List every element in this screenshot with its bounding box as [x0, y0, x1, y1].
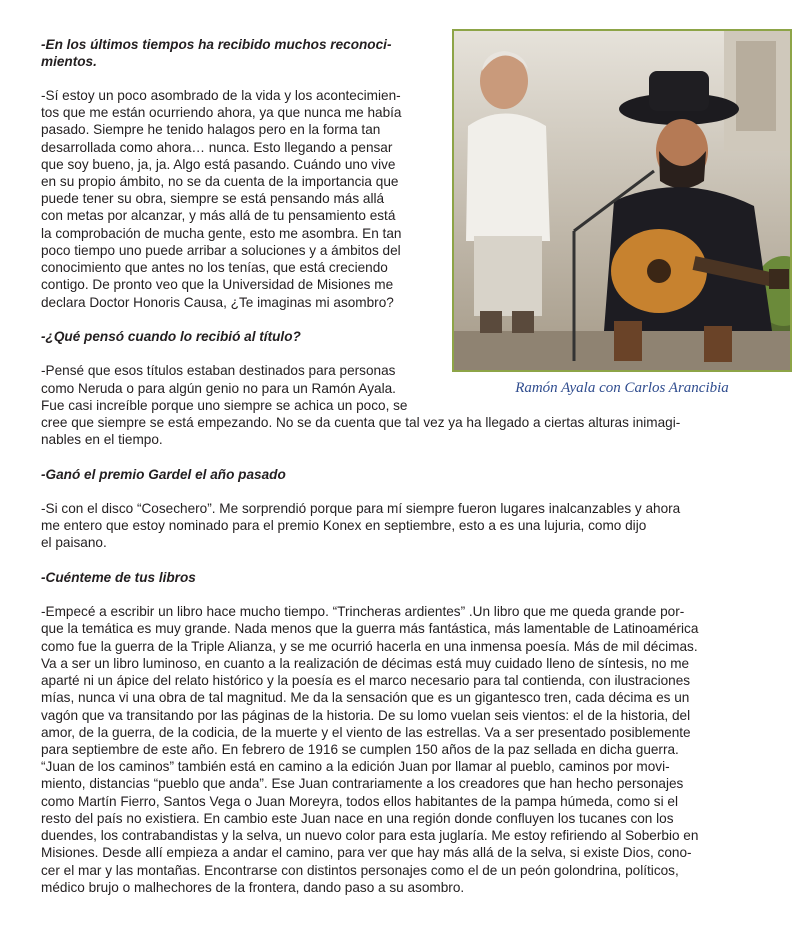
question-4: -Cuénteme de tus libros [41, 570, 196, 585]
question-2: -¿Qué pensó cuando lo recibió al título? [41, 329, 301, 344]
answer-3-line-2: me entero que estoy nominado para el premio Konex en septiembre, esto a es una lujuria, como dijo [41, 518, 647, 533]
answer-2-line-3: Fue casi increíble porque uno siempre se achica un poco, se [41, 398, 408, 413]
photo-frame [452, 29, 792, 372]
answer-4-line-1: -Empecé a escribir un libro hace mucho tiempo. “Trincheras ardientes” .Un libro que me queda grande por- [41, 604, 685, 619]
answer-1-line-8: con metas por alcanzar, y más allá de tu pensamiento está [41, 208, 396, 223]
answer-4-line-16: cer el mar y las montañas. Encontrarse con distintos personajes como el de un peón golondrina, políticos, [41, 863, 679, 878]
answer-1-line-3: pasado. Siempre he tenido halagos pero en la forma tan [41, 122, 381, 137]
answer-4-line-3: como fue la guerra de la Triple Alianza, y se me ocurrió hacerla en una inmensa poesía. Más de mil décimas. [41, 639, 698, 654]
answer-4-line-7: vagón que va transitando por las páginas de la historia. De su lomo vuelan seis vientos: el de la historia, del [41, 708, 691, 723]
answer-4-line-12: como Martín Fierro, Santos Vega o Juan Moreyra, todos ellos habitantes de la pampa húmeda, como si el [41, 794, 678, 809]
answer-2-line-5: nables en el tiempo. [41, 432, 163, 447]
answer-4-line-14: duendes, los contrabandistas y la selva, un nuevo color para esta juglaría. Me estoy refiriendo al Soberbio en [41, 828, 699, 843]
photo-caption: Ramón Ayala con Carlos Arancibia [515, 380, 729, 396]
answer-1-line-10: poco tiempo uno puede arribar a soluciones y a ámbitos del [41, 243, 401, 258]
answer-4-line-11: miento, distancias “pueblo que anda”. Ese Juan contrariamente a los creadores que han hecho personajes [41, 776, 684, 791]
answer-4-line-13: resto del país no existiera. En cambio este Juan nace en una región donde confluyen los tucanes con los [41, 811, 674, 826]
answer-1-line-6: en su propio ámbito, no se da cuenta de la importancia que [41, 174, 399, 189]
question-3: -Ganó el premio Gardel el año pasado [41, 467, 286, 482]
answer-1-line-9: la comprobación de mucha gente, esto me asombra. En tan [41, 226, 402, 241]
answer-3-line-1: -Si con el disco “Cosechero”. Me sorprendió porque para mí siempre fueron lugares inalcanzables y ahora [41, 501, 681, 516]
answer-2-line-2: como Neruda o para algún genio no para un Ramón Ayala. [41, 381, 396, 396]
answer-4-line-2: que la temática es muy grande. Nada menos que la guerra más fantástica, más lamentable de Latinoamérica [41, 621, 699, 636]
question-1-line-1: -En los últimos tiempos ha recibido muchos reconoci- [41, 37, 392, 52]
answer-1-line-11: conocimiento que antes no los tenías, que está creciendo [41, 260, 388, 275]
answer-1-line-5: que soy bueno, ja, ja. Algo está pasando. Cuándo uno vive [41, 157, 396, 172]
answer-1-line-2: tos que me están ocurriendo ahora, ya que nunca me había [41, 105, 402, 120]
answer-2-line-1: -Pensé que esos títulos estaban destinados para personas [41, 363, 396, 378]
photo-ramon-ayala-carlos-arancibia [454, 31, 790, 370]
answer-2-line-4: cree que siempre se está empezando. No se da cuenta que tal vez ya ha llegado a ciertas alturas inimagi- [41, 415, 681, 430]
answer-4-line-15: Misiones. Desde allí empieza a andar el camino, para ver que hay más allá de la selva, si existe Dios, cono- [41, 845, 692, 860]
answer-1-line-12: contigo. De pronto veo que la Universidad de Misiones me [41, 277, 394, 292]
answer-4-line-5: aparté ni un ápice del relato histórico y la poesía es el marco necesario para tal contienda, con ilustraciones [41, 673, 691, 688]
answer-1-line-7: puede tener su obra, siempre se está pensando más allá [41, 191, 385, 206]
answer-3-line-3: el paisano. [41, 535, 107, 550]
answer-1-line-1: -Sí estoy un poco asombrado de la vida y los acontecimien- [41, 88, 401, 103]
question-1-line-2: mientos. [41, 54, 97, 69]
answer-4-line-9: para septiembre de este año. En febrero de 1916 se cumplen 150 años de la paz sellada en dicha guerra. [41, 742, 679, 757]
answer-4-line-10: “Juan de los caminos” también está en camino a la edición Juan por llamar al pueblo, caminos por movi- [41, 759, 670, 774]
answer-4-line-8: amor, de la guerra, de la codicia, de la muerte y el viento de las estrellas. Va a ser presentado posiblemente [41, 725, 691, 740]
answer-4-line-17: médico brujo o malhechores de la frontera, dando paso a su asombro. [41, 880, 465, 895]
answer-4-line-6: mías, nunca vi una obra de tal magnitud. Me da la sensación que es un gigantesco tren, cada décima es un [41, 690, 690, 705]
answer-1-line-13: declara Doctor Honoris Causa, ¿Te imaginas mi asombro? [41, 295, 394, 310]
answer-1-line-4: desarrollada como ahora… nunca. Esto llegando a pensar [41, 140, 393, 155]
answer-4-line-4: Va a ser un libro luminoso, en cuanto a la realización de décimas está muy cuidado lleno de síntesis, no me [41, 656, 690, 671]
